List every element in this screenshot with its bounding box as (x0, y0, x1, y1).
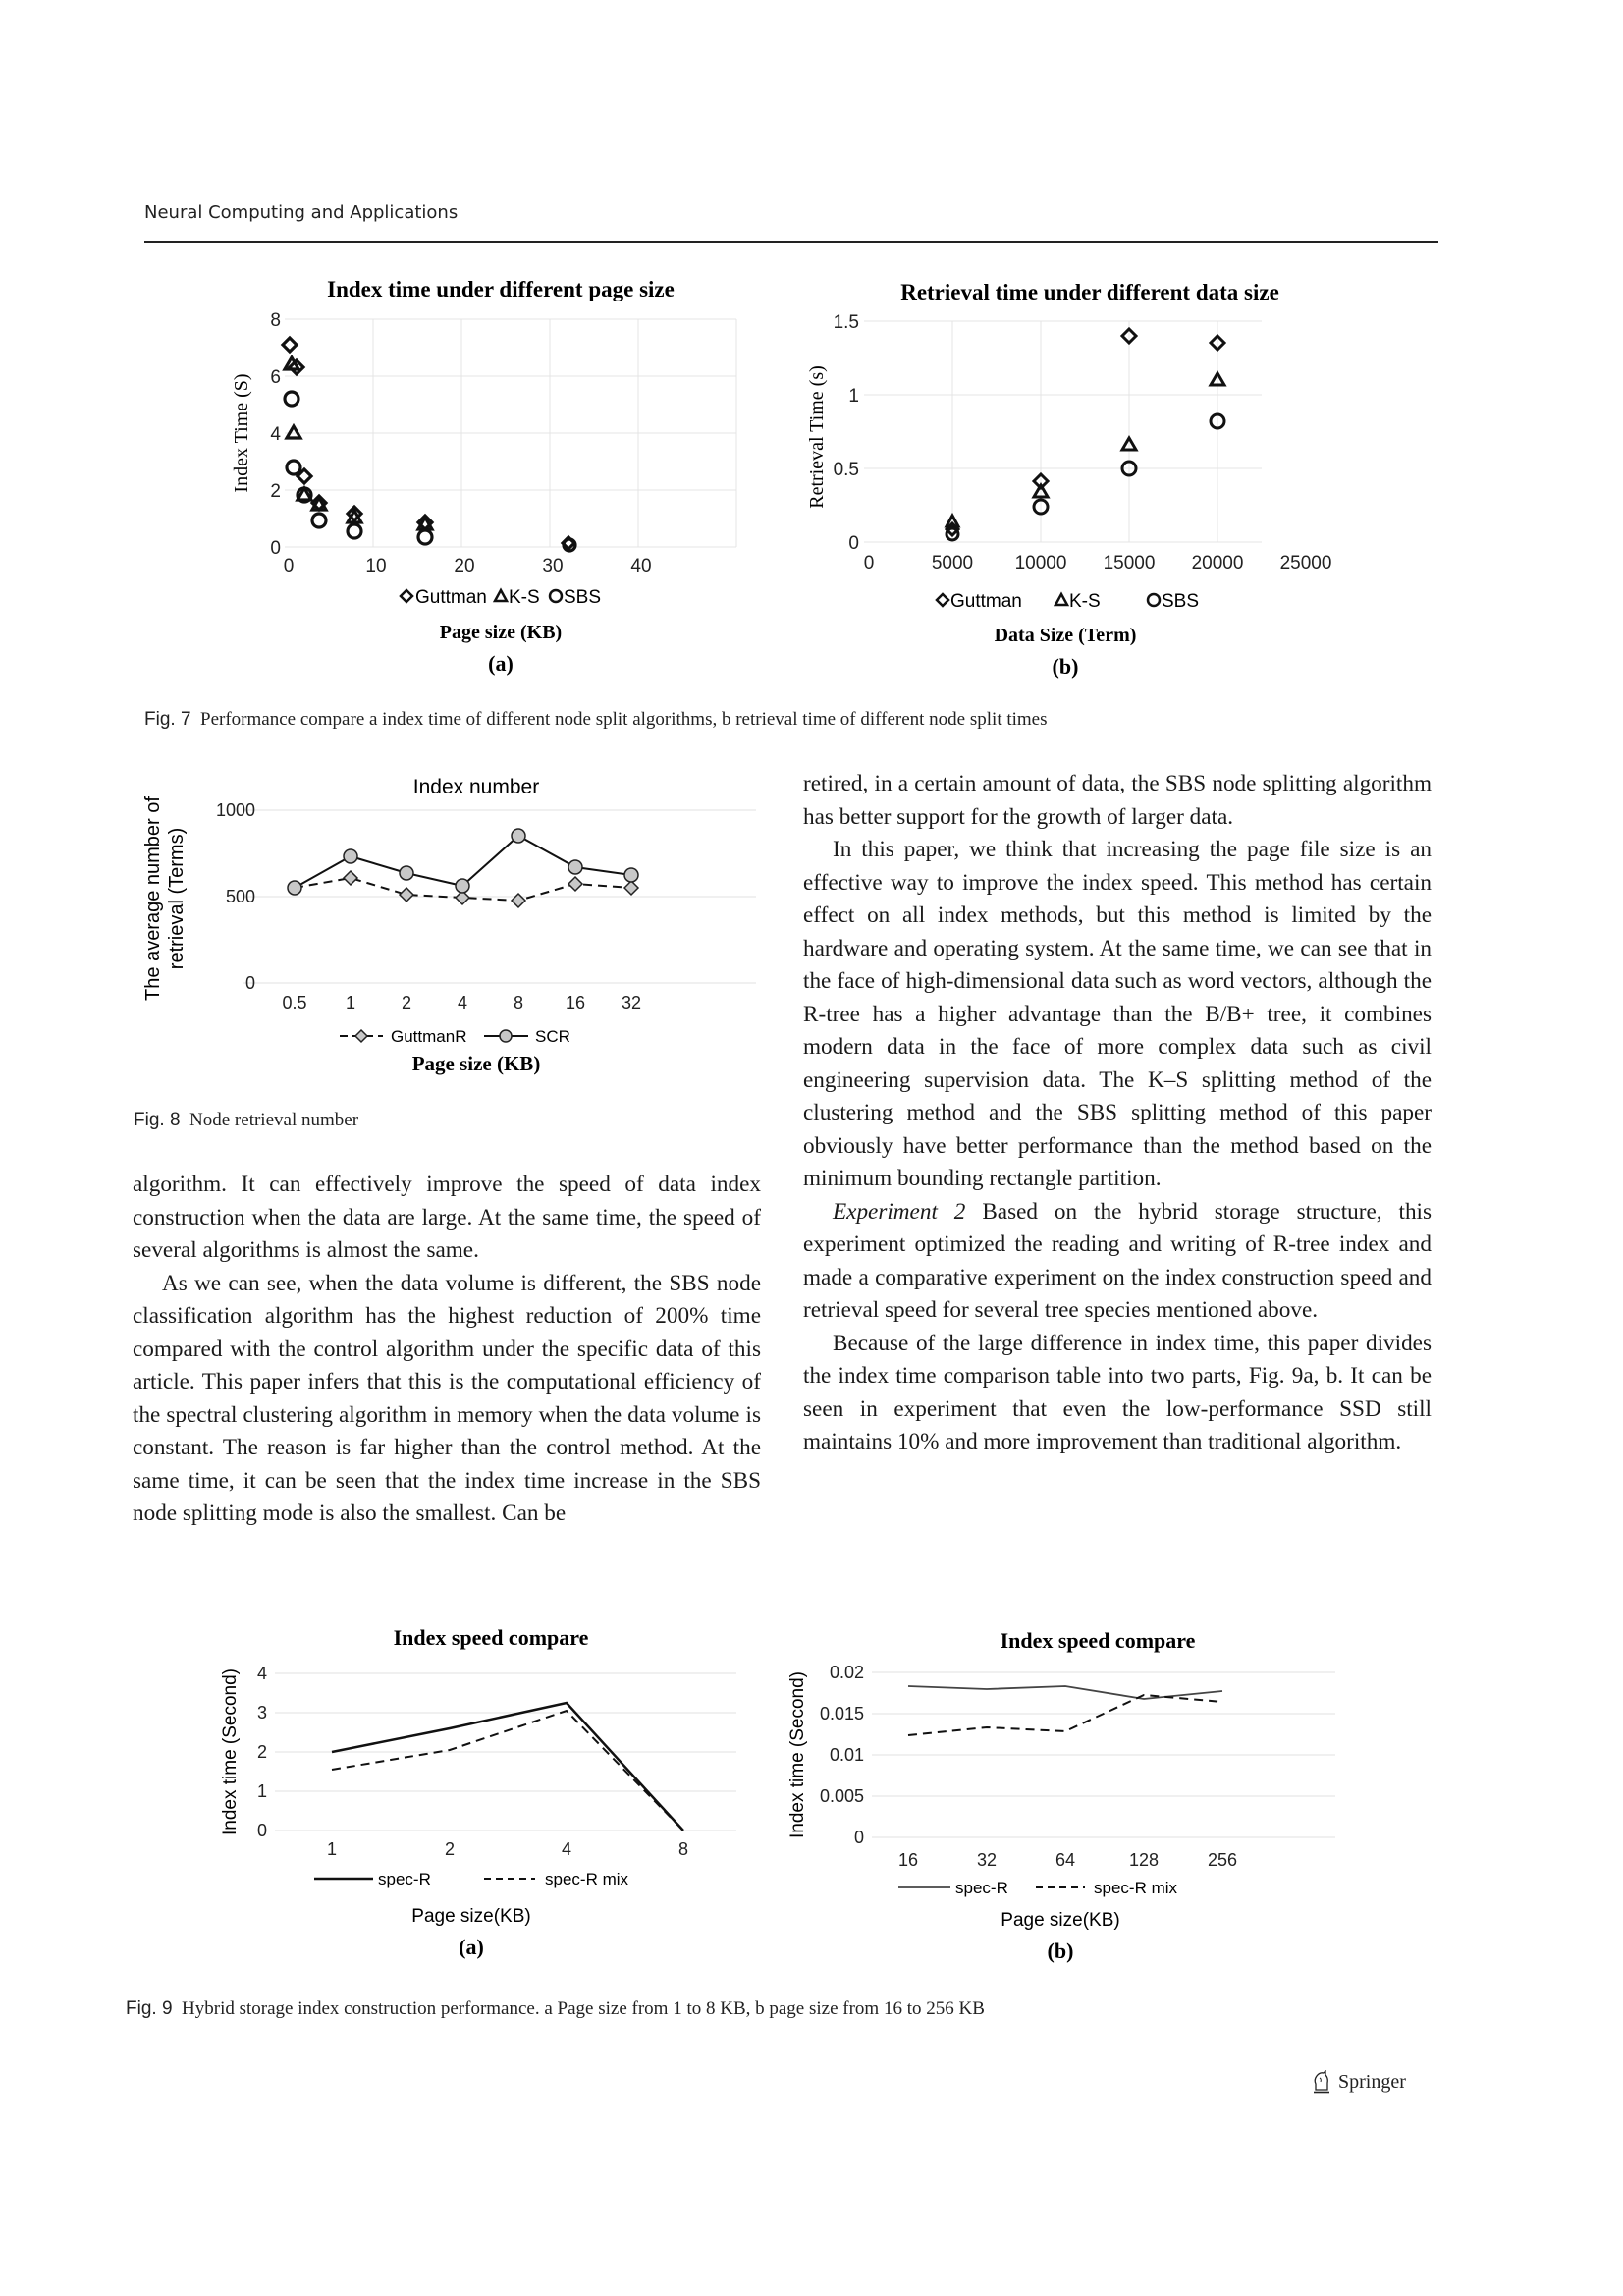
svg-text:5000: 5000 (931, 553, 974, 574)
svg-text:0: 0 (848, 533, 859, 554)
fig9a-legend (314, 1870, 629, 1888)
svg-text:retrieval (Terms): retrieval (Terms) (166, 827, 188, 970)
fig8-caption-label: Fig. 8 (134, 1110, 181, 1130)
svg-text:spec-R: spec-R (378, 1870, 431, 1888)
body-left-column (133, 1169, 761, 1531)
svg-text:40: 40 (630, 556, 652, 576)
svg-text:0.005: 0.005 (819, 1786, 864, 1806)
diamond-icon (401, 590, 412, 602)
svg-text:8: 8 (270, 310, 281, 331)
fig7b-xticks (864, 553, 1332, 574)
svg-text:32: 32 (976, 1850, 998, 1870)
svg-text:SBS: SBS (564, 587, 602, 608)
fig8-yticks (216, 800, 255, 993)
svg-text:0.5: 0.5 (282, 993, 307, 1012)
svg-text:0.01: 0.01 (829, 1745, 864, 1765)
body-left-paragraph: algorithm. It can effectively improve the speed of data index construction when the data are large. At the same time, the speed of several algorithms is almost the same. (133, 1172, 761, 1263)
fig7-caption-text: Performance compare a index time of different node split algorithms, b retrieval time of different node split times (200, 709, 1048, 730)
fig9b-panel: (b) (1047, 1939, 1074, 1963)
fig8-title: Index number (412, 776, 540, 798)
fig7a-panel: (a) (488, 651, 514, 676)
svg-text:0.015: 0.015 (819, 1704, 864, 1723)
fig8-caption (134, 1110, 358, 1131)
fig8-xticks (282, 993, 641, 1012)
svg-text:16: 16 (897, 1850, 919, 1870)
svg-text:10000: 10000 (1014, 553, 1067, 574)
fig7b-xlabel: Data Size (Term) (994, 625, 1137, 646)
svg-text:spec-R mix: spec-R mix (545, 1870, 629, 1888)
svg-text:2: 2 (401, 993, 412, 1012)
svg-text:3: 3 (256, 1703, 267, 1722)
circle-icon (500, 1030, 512, 1042)
svg-text:2: 2 (270, 481, 281, 502)
svg-text:2: 2 (444, 1839, 456, 1859)
fig8-chart (137, 761, 766, 1095)
diamond-icon (355, 1030, 367, 1042)
body-right-paragraph: In this paper, we think that increasing the page file size is an effective way to improve the index speed. This method has certain effect on all index methods, but this method is limited by the hardware and operating system. At the same time, we can see that in the face of high-dimensional data such as word vectors, although the R-tree has a higher advantage than the B/B+ tree, it combines modern data in the face of more complex data such as civil engineering supervision data. The K–S splitting method of the clustering method and the SBS splitting method of this paper obviously have better performance than the method based on the minimum bounding rectangle partition. (803, 837, 1432, 1191)
fig7b-ylabel: Retrieval Time (s) (806, 365, 828, 509)
fig7b-chart (790, 270, 1360, 683)
svg-text:spec-R mix: spec-R mix (1094, 1879, 1178, 1897)
fig9a-xticks (327, 1839, 688, 1859)
fig9-caption (126, 1998, 985, 2020)
svg-text:10: 10 (365, 556, 387, 576)
fig7b-title: Retrieval time under different data size (900, 280, 1279, 304)
fig7a-ylabel: Index Time (S) (231, 373, 252, 493)
fig7b-yticks (834, 312, 859, 554)
svg-text:8: 8 (513, 993, 524, 1012)
fig8-caption-text: Node retrieval number (189, 1110, 359, 1130)
body-right-paragraph-experiment (803, 1196, 1432, 1328)
svg-text:SBS: SBS (1162, 591, 1200, 612)
fig9b-xlabel: Page size(KB) (1001, 1910, 1120, 1931)
svg-text:K-S: K-S (1069, 591, 1101, 612)
svg-text:1000: 1000 (215, 800, 255, 820)
experiment-label: Experiment 2 (833, 1198, 966, 1225)
svg-text:1.5: 1.5 (833, 312, 859, 333)
svg-text:0: 0 (244, 973, 255, 993)
fig8-grid (243, 810, 756, 983)
fig9b-chart (785, 1620, 1355, 1984)
svg-text:SCR: SCR (535, 1027, 570, 1046)
svg-text:0: 0 (853, 1828, 864, 1847)
fig9b-grid (872, 1672, 1335, 1837)
svg-text:6: 6 (270, 367, 281, 388)
svg-text:0.02: 0.02 (829, 1663, 864, 1682)
fig9b-legend (898, 1879, 1178, 1897)
triangle-icon (1055, 594, 1067, 605)
svg-text:1: 1 (326, 1839, 338, 1859)
svg-text:15000: 15000 (1103, 553, 1156, 574)
circle-icon (1148, 594, 1160, 606)
fig9a-grid (275, 1673, 736, 1831)
fig7b-legend (937, 591, 1199, 612)
fig7b-points (947, 329, 1224, 540)
svg-text:256: 256 (1207, 1850, 1238, 1870)
fig9a-xlabel: Page size(KB) (411, 1906, 531, 1927)
body-left-paragraph: As we can see, when the data volume is different, the SBS node classification algorithm has the highest reduction of 200% time compared with the control algorithm under the specific data of this article. This paper infers that this is the computational efficiency of the spectral clustering algorithm in memory when the data volume is constant. The reason is far higher than the control method. At the same time, it can be seen that the index time increase in the SBS node splitting mode is also the smallest. Can be (133, 1270, 761, 1526)
fig7-caption-label: Fig. 7 (144, 709, 191, 730)
fig9b-xticks (898, 1850, 1237, 1870)
svg-text:20: 20 (454, 556, 475, 576)
svg-text:500: 500 (225, 887, 255, 906)
fig9a-series-spec-r-mix (332, 1711, 683, 1831)
svg-text:1: 1 (256, 1781, 267, 1801)
fig9a-panel: (a) (459, 1935, 484, 1959)
svg-text:1: 1 (345, 993, 356, 1012)
svg-text:4: 4 (561, 1839, 572, 1859)
svg-text:30: 30 (542, 556, 564, 576)
svg-text:0: 0 (283, 556, 295, 576)
svg-text:Guttman: Guttman (415, 587, 487, 608)
svg-text:4: 4 (256, 1664, 267, 1683)
svg-text:K-S: K-S (509, 587, 540, 608)
svg-text:spec-R: spec-R (955, 1879, 1008, 1897)
fig7a-xlabel: Page size (KB) (439, 622, 563, 643)
fig7a-legend (401, 587, 601, 608)
springer-knight-icon (1311, 2070, 1332, 2094)
svg-text:1: 1 (848, 386, 859, 407)
fig9a-series-spec-r (332, 1703, 683, 1831)
fig8-ylabel (142, 796, 188, 1001)
svg-text:20000: 20000 (1191, 553, 1244, 574)
fig9b-series-spec-r-mix (908, 1695, 1222, 1735)
svg-text:Guttman: Guttman (950, 591, 1022, 612)
fig7a-title: Index time under different page size (327, 277, 675, 301)
svg-text:16: 16 (565, 993, 586, 1012)
circle-icon (550, 590, 562, 602)
svg-text:64: 64 (1055, 1850, 1076, 1870)
fig9a-ylabel: Index time (Second) (220, 1667, 241, 1836)
fig9-caption-text: Hybrid storage index construction performance. a Page size from 1 to 8 KB, b page size from 16 to 256 KB (182, 1998, 985, 2019)
fig9b-series-spec-r (908, 1686, 1222, 1699)
fig7a-xticks (284, 556, 652, 576)
header-rule (144, 241, 1438, 243)
svg-text:8: 8 (677, 1839, 689, 1859)
fig7a-points (283, 338, 575, 551)
fig9b-title: Index speed compare (1000, 1628, 1196, 1653)
fig7a-yticks (270, 310, 281, 559)
journal-title: Neural Computing and Applications (144, 202, 459, 223)
svg-text:25000: 25000 (1279, 553, 1332, 574)
svg-text:4: 4 (270, 424, 281, 445)
experiment-text: Based on the hybrid storage structure, this experiment optimized the reading and writing of R-tree index and made a comparative experiment on the index construction speed and retrieval speed for several tree species mentioned above. (803, 1198, 1432, 1323)
fig9a-yticks (257, 1664, 267, 1840)
svg-text:128: 128 (1128, 1850, 1160, 1870)
svg-text:0: 0 (256, 1821, 267, 1840)
body-right-column (803, 768, 1432, 1459)
svg-text:2: 2 (256, 1742, 267, 1762)
svg-text:0: 0 (270, 538, 281, 559)
fig7-caption (144, 709, 1048, 731)
fig9b-yticks (820, 1663, 864, 1847)
fig8-legend (340, 1027, 570, 1046)
diamond-icon (937, 594, 948, 606)
fig9a-title: Index speed compare (393, 1625, 589, 1650)
fig9b-ylabel: Index time (Second) (787, 1670, 808, 1839)
fig9a-chart (206, 1620, 756, 1984)
fig7a-chart (196, 270, 785, 683)
fig7b-panel: (b) (1052, 654, 1079, 679)
svg-text:32: 32 (621, 993, 642, 1012)
svg-text:4: 4 (457, 993, 468, 1012)
publisher-name: Springer (1338, 2070, 1406, 2093)
svg-text:The average number of: The average number of (142, 796, 164, 1001)
triangle-icon (495, 590, 507, 601)
body-right-paragraph: retired, in a certain amount of data, the SBS node splitting algorithm has better support for the growth of larger data. (803, 771, 1432, 830)
publisher-logo (1311, 2070, 1406, 2094)
fig8-xlabel: Page size (KB) (411, 1052, 541, 1075)
fig7b-grid (864, 321, 1262, 542)
body-right-paragraph: Because of the large difference in index time, this paper divides the index time comparison table into two parts, Fig. 9a, b. It can be seen in experiment that even the low-performance SSD still maintains 10% and more improvement than traditional algorithm. (803, 1330, 1432, 1454)
svg-text:0.5: 0.5 (833, 460, 859, 480)
svg-text:GuttmanR: GuttmanR (391, 1027, 467, 1046)
svg-text:0: 0 (863, 553, 875, 574)
fig9-caption-label: Fig. 9 (126, 1998, 173, 2019)
